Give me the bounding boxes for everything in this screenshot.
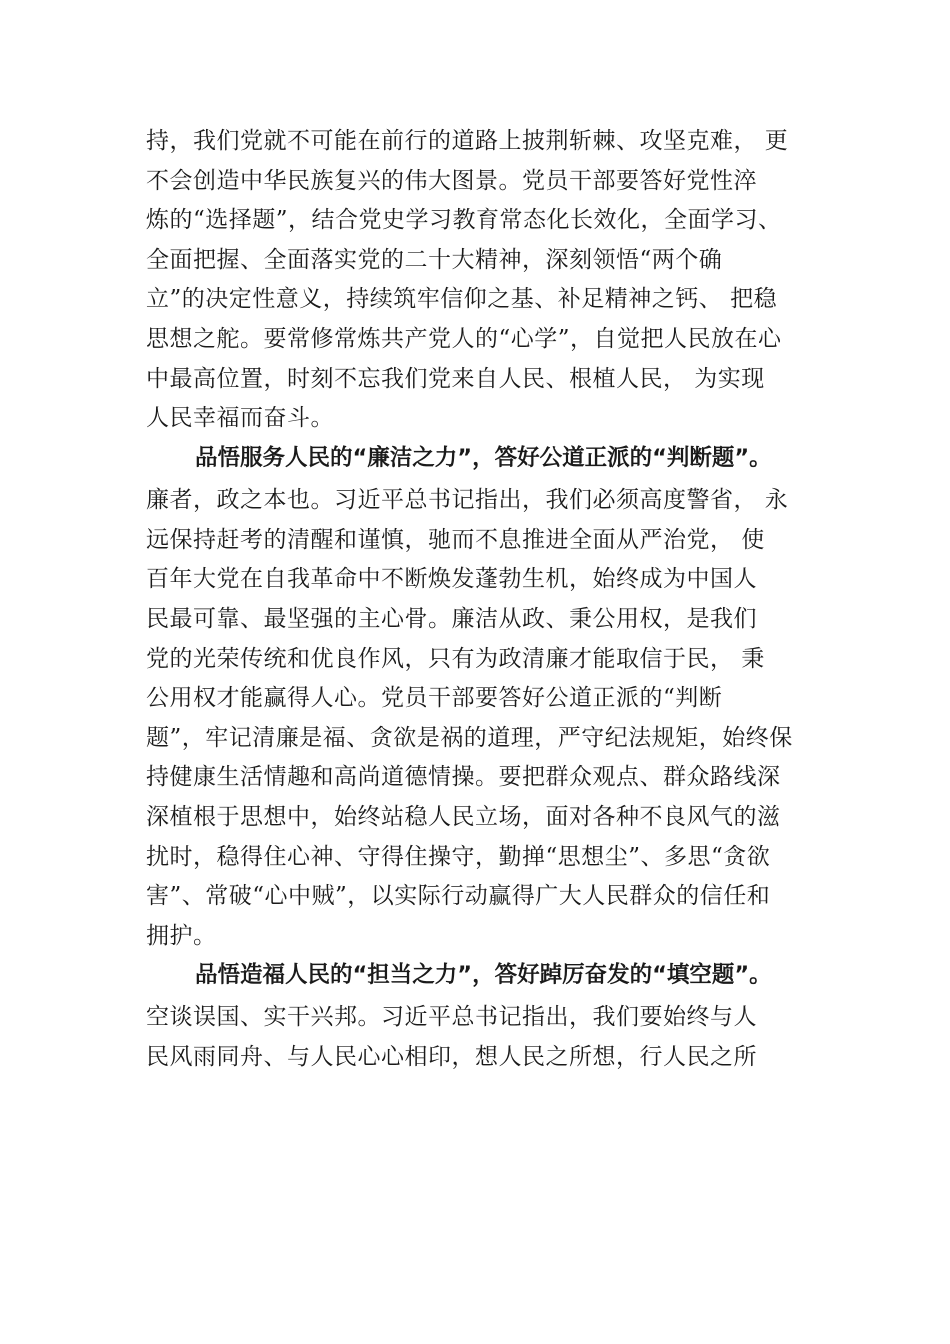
body-text-line: 扰时，稳得住心神、守得住操守，勤掸“思想尘”、多思“贪欲 xyxy=(146,844,771,870)
body-text-line: 人民幸福而奋斗。 xyxy=(146,405,334,431)
section-heading: 品悟服务人民的“廉洁之力”，答好公道正派的“判断题”。 xyxy=(195,445,772,471)
body-text-line: 百年大党在自我革命中不断焕发蓬勃生机，始终成为中国人 xyxy=(146,566,757,592)
body-text-line: 拥护。 xyxy=(146,923,217,949)
body-text-line: 持健康生活情趣和高尚道德情操。要把群众观点、群众路线深 xyxy=(146,764,781,790)
body-text-line: 深植根于思想中，始终站稳人民立场，面对各种不良风气的滋 xyxy=(146,804,781,830)
body-text-line: 中最高位置，时刻不忘我们党来自人民、根植人民， 为实现 xyxy=(146,366,765,392)
body-text-line: 公用权才能赢得人心。党员干部要答好公道正派的“判断 xyxy=(146,685,723,711)
section-heading: 品悟造福人民的“担当之力”，答好踔厉奋发的“填空题”。 xyxy=(195,962,772,988)
body-text-line: 炼的“选择题”，结合党史学习教育常态化长效化，全面学习、 xyxy=(146,207,782,233)
body-text-line: 民最可靠、最坚强的主心骨。廉洁从政、秉公用权，是我们 xyxy=(146,606,757,632)
body-text-line: 不会创造中华民族复兴的伟大图景。党员干部要答好党性淬 xyxy=(146,168,757,194)
body-text-line: 远保持赶考的清醒和谨慎，驰而不息推进全面从严治党， 使 xyxy=(146,527,765,553)
body-text-line: 空谈误国、实干兴邦。习近平总书记指出，我们要始终与人 xyxy=(146,1004,757,1030)
body-text-line: 害”、常破“心中贼”，以实际行动赢得广大人民群众的信任和 xyxy=(146,883,771,909)
body-text-line: 持，我们党就不可能在前行的道路上披荆斩棘、攻坚克难， 更 xyxy=(146,128,789,154)
body-text-line: 廉者，政之本也。习近平总书记指出，我们必须高度警省， 永 xyxy=(146,487,789,513)
body-text-line: 全面把握、全面落实党的二十大精神，深刻领悟“两个确 xyxy=(146,247,723,273)
body-text-line: 民风雨同舟、与人民心心相印，想人民之所想，行人民之所 xyxy=(146,1044,757,1070)
body-text-line: 立”的决定性意义，持续筑牢信仰之基、补足精神之钙、 把稳 xyxy=(146,286,778,312)
body-text-line: 党的光荣传统和优良作风，只有为政清廉才能取信于民， 秉 xyxy=(146,646,765,672)
body-text-line: 思想之舵。要常修常炼共产党人的“心学”，自觉把人民放在心 xyxy=(146,326,782,352)
body-text-line: 题”，牢记清廉是福、贪欲是祸的道理，严守纪法规矩，始终保 xyxy=(146,725,793,751)
